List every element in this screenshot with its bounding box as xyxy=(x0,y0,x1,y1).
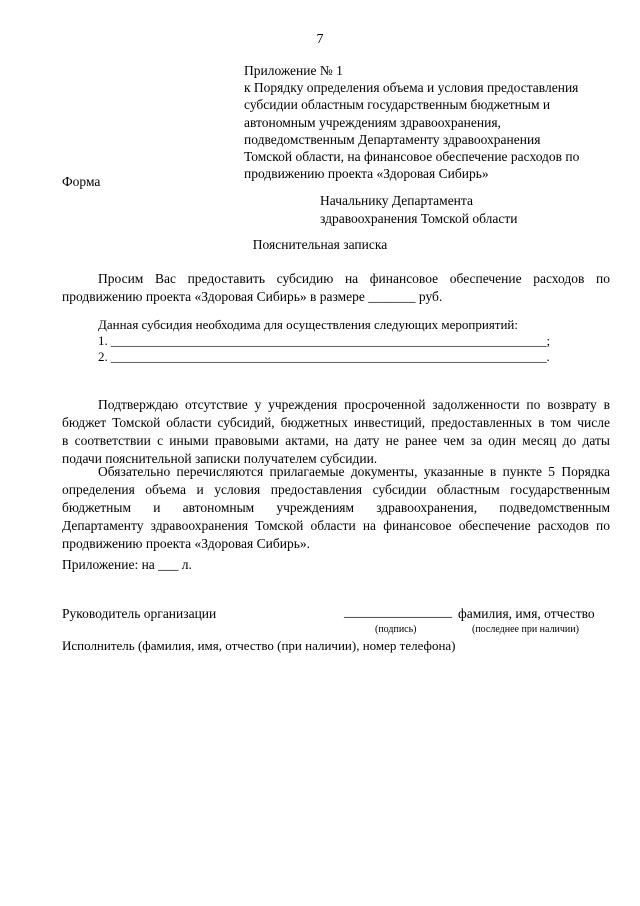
paragraph-line: продвижению проекта «Здоровая Сибирь». xyxy=(62,536,310,551)
name-caption: (последнее при наличии) xyxy=(472,624,579,635)
signature-caption: (подпись) xyxy=(375,624,417,635)
head-label: Руководитель организации xyxy=(62,606,217,621)
paragraph-line: Просим Вас предоставить субсидию на финансовое обеспечение расходов по xyxy=(98,271,610,286)
addressee-line: Начальнику Департамента xyxy=(320,193,473,208)
attachment-note: Приложение: на ___ л. xyxy=(62,557,192,572)
appendix-header xyxy=(244,62,579,182)
form-label: Форма xyxy=(62,174,101,189)
signature-line: ________________ xyxy=(344,604,452,619)
appendix-line: автономным учреждениям здравоохранения, xyxy=(244,114,501,130)
paragraph-line: бюджетным и автономным учреждениям здравоохранения, подведомственным xyxy=(62,500,610,515)
paragraph-line: в соответствии с иными правовыми актами, на дату не ранее чем за один месяц до даты xyxy=(62,433,610,448)
paragraph-line: определения объема и условия предоставления субсидии областным государственным xyxy=(62,482,610,497)
documents-paragraph xyxy=(62,463,610,553)
page-number: 7 xyxy=(316,32,324,47)
paragraph-line: продвижению проекта «Здоровая Сибирь» в размере _______ руб. xyxy=(62,289,443,304)
appendix-line: Приложение № 1 xyxy=(244,63,343,78)
paragraph-line: бюджет Томской области субсидий, бюджетных инвестиций, предоставленных в том числе xyxy=(62,415,610,430)
paragraph-line: Обязательно перечисляются прилагаемые документы, указанные в пункте 5 Порядка xyxy=(98,464,610,479)
appendix-line: Томской области, на финансовое обеспечение расходов по xyxy=(244,149,580,165)
full-name-label: фамилия, имя, отчество xyxy=(458,606,595,621)
request-paragraph xyxy=(62,270,610,306)
paragraph-line: Подтверждаю отсутствие у учреждения просроченной задолженности по возврату в xyxy=(98,397,610,412)
paragraph-line: подачи пояснительной записки получателем субсидии. xyxy=(62,451,378,466)
executor-line: Исполнитель (фамилия, имя, отчество (при наличии), номер телефона) xyxy=(62,638,456,653)
paragraph-line: Департаменту здравоохранения Томской области на финансовое обеспечение расходов по xyxy=(62,518,610,533)
addressee-block xyxy=(320,192,518,228)
appendix-line: субсидии областным государственным бюджетным и xyxy=(244,97,551,113)
document-title: Пояснительная записка xyxy=(252,237,388,252)
confirmation-paragraph xyxy=(62,396,610,468)
appendix-line: к Порядку определения объема и условия предоставления xyxy=(244,80,579,96)
measure-item-1: 1. ___________________________________________________________________; xyxy=(98,333,551,348)
appendix-line: подведомственным Департаменту здравоохранения xyxy=(244,131,541,147)
measures-intro: Данная субсидия необходима для осуществления следующих мероприятий: xyxy=(98,317,518,332)
appendix-line: продвижению проекта «Здоровая Сибирь» xyxy=(244,166,489,182)
measure-item-2: 2. ___________________________________________________________________. xyxy=(98,349,550,364)
addressee-line: здравоохранения Томской области xyxy=(320,211,518,226)
